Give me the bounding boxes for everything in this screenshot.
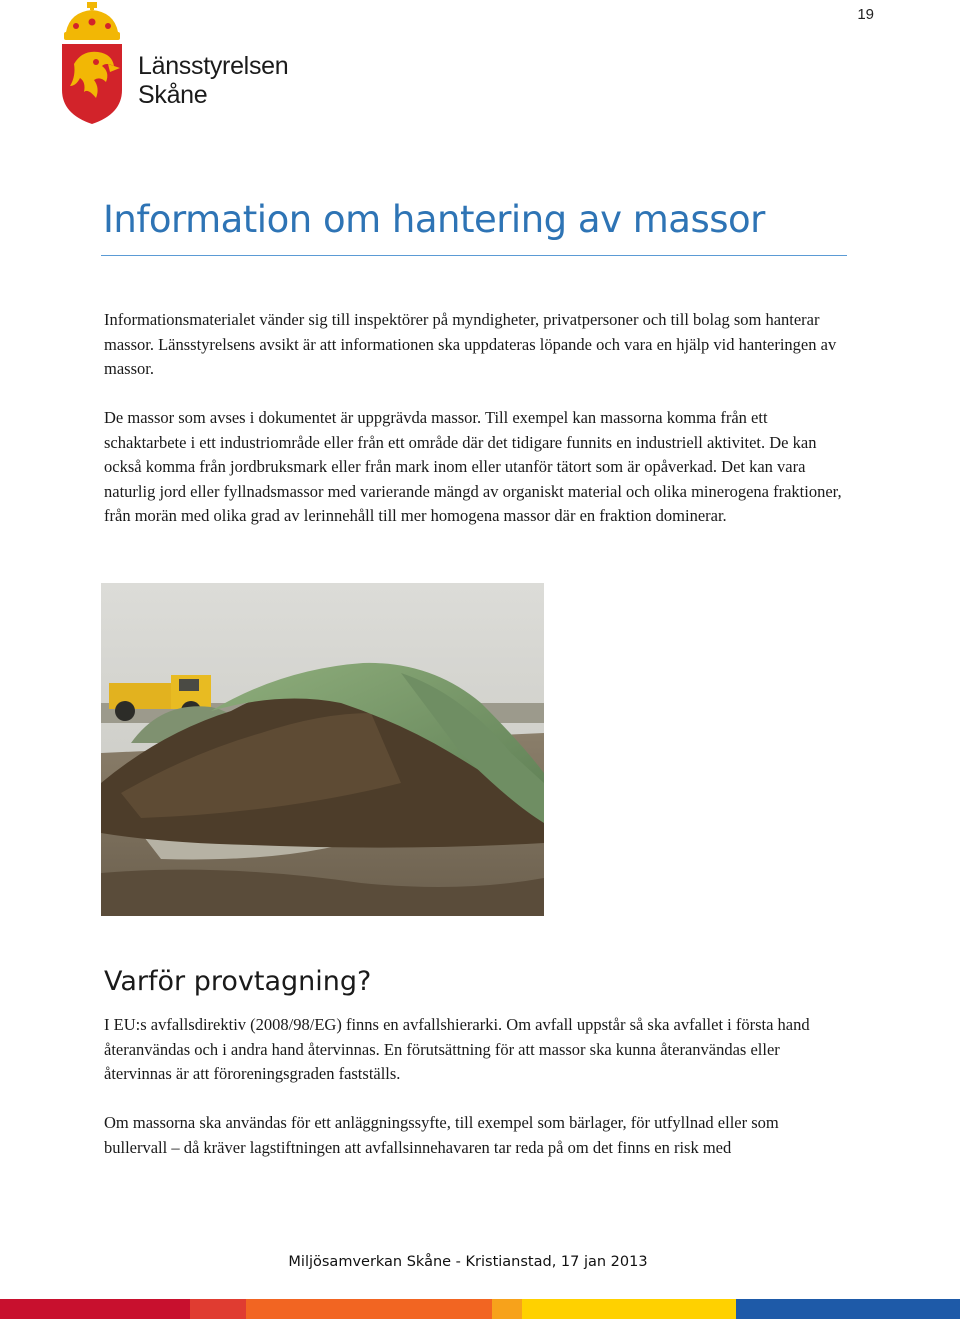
section-heading: Varför provtagning? (104, 966, 372, 997)
color-bar-segment (246, 1299, 492, 1319)
section-paragraph-1: I EU:s avfallsdirektiv (2008/98/EG) finns en avfallshierarki. Om avfall uppstår så ska avfallet i första hand återanvändas och i andra hand återvinnas. En förutsättning för att massor ska kunna återanvändas eller återvinnas är att föroreningsgraden fastställs. (104, 1015, 810, 1083)
color-bar-segment (522, 1299, 736, 1319)
page-footer (0, 1254, 960, 1270)
color-bar-segment (190, 1299, 246, 1319)
intro-paragraph: Informationsmaterialet vänder sig till inspektörer på myndigheter, privatpersoner och till bolag som hanterar massor. Länsstyrelsens avsikt är att informationen ska uppdateras löpande och vara en hjälp vid hanteringen av massor. (104, 310, 837, 378)
footer-color-bar (0, 1299, 960, 1319)
logo-line-1: Länsstyrelsen (138, 52, 289, 80)
soil-pile-photo (101, 583, 544, 916)
title-underline (101, 255, 847, 256)
color-bar-segment (736, 1299, 960, 1319)
color-bar-segment (492, 1299, 522, 1319)
page-title: Information om hantering av massor (103, 198, 765, 241)
page-number: 19 (857, 6, 874, 23)
description-paragraph: De massor som avses i dokumentet är uppgrävda massor. Till exempel kan massorna komma från ett schaktarbete i ett industriområde eller från ett område där det tidigare funnits en industriell aktivitet. De kan också komma från jordbruksmark eller från mark inom eller utanför tätort som är opåverkad. Det kan vara naturlig jord eller fyllnadsmassor med varierande mängd av organiskt material och olika minerogena fraktioner, från morän med olika grad av lerinnehåll till mer homogena massor där en fraktion dominerar. (104, 408, 842, 525)
lansstyrelsen-logo (56, 2, 316, 126)
footer-text: Miljösamverkan Skåne - Kristianstad, 17 jan 2013 (288, 1254, 648, 1270)
section-paragraph-2: Om massorna ska användas för ett anläggningssyfte, till exempel som bärlager, för utfyllnad eller som bullervall – då kräver lagstiftningen att avfallsinnehavaren tar reda på om det finns en risk med (104, 1113, 779, 1157)
logo-line-2: Skåne (138, 81, 208, 109)
coat-of-arms-icon (56, 2, 128, 126)
color-bar-segment (0, 1299, 190, 1319)
